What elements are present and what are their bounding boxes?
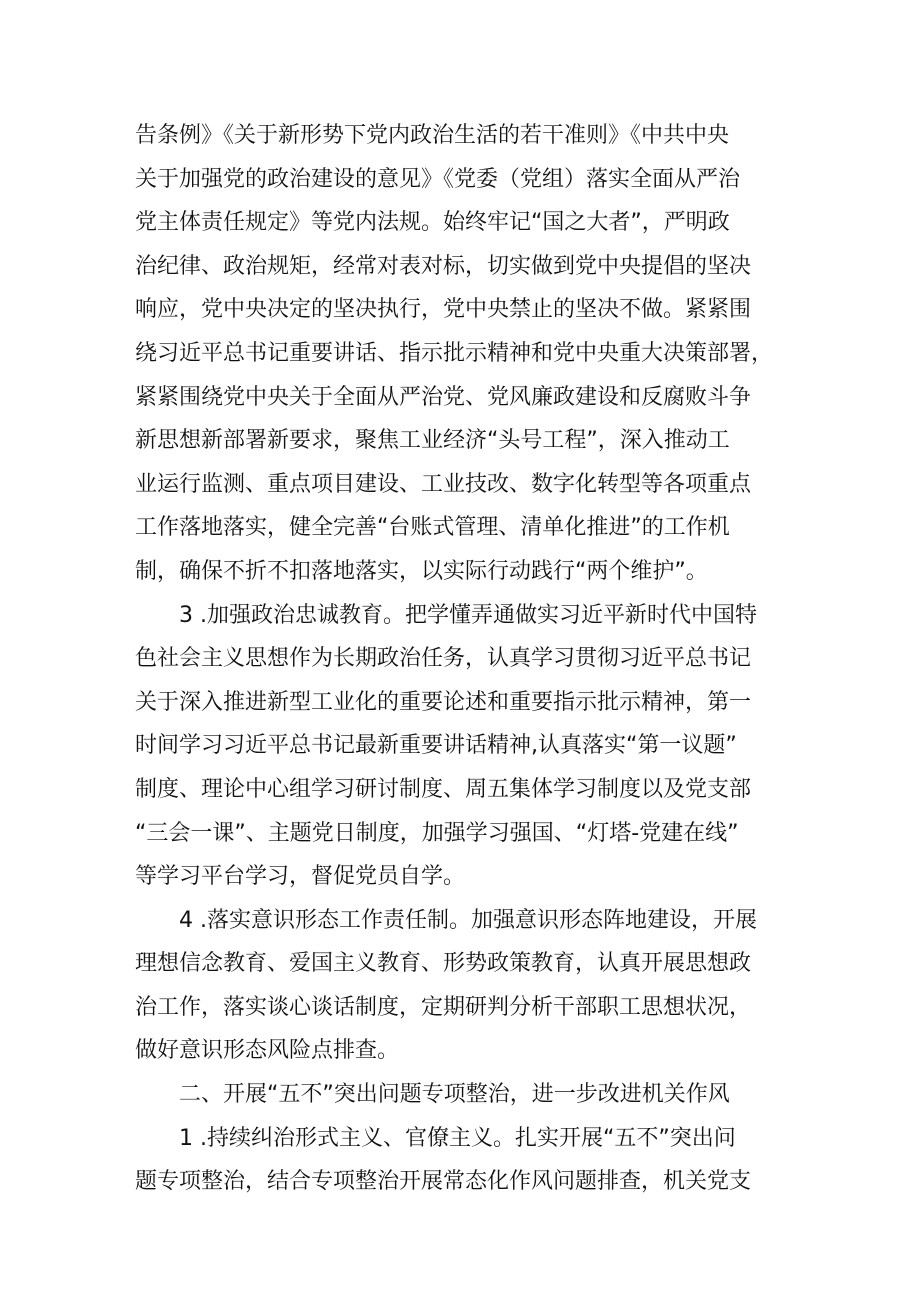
- text-line: 工作落地落实，健全完善“台账式管理、清单化推进”的工作机: [135, 515, 730, 541]
- text-line: 绕习近平总书记重要讲话、指示批示精神和党中央重大决策部署，: [135, 340, 774, 366]
- text-line: 1 .持续纠治形式主义、官僚主义。扎实开展“五不”突出问: [179, 1125, 736, 1151]
- text-line: 做好意识形态风险点排查。: [135, 1038, 400, 1064]
- text-line: 响应，党中央决定的坚决执行，党中央禁止的坚决不做。紧紧围: [135, 297, 752, 323]
- text-line: 时间学习习近平总书记最新重要讲话精神,认真落实“第一议题”: [135, 733, 737, 759]
- text-line: 业运行监测、重点项目建设、工业技改、数字化转型等各项重点: [135, 471, 752, 497]
- text-line: 题专项整治，结合专项整治开展常态化作风问题排查，机关党支: [135, 1169, 752, 1195]
- text-line: 党主体责任规定》等党内法规。始终牢记“国之大者”，严明政: [135, 210, 730, 236]
- text-line: 治工作，落实谈心谈话制度，定期研判分析干部职工思想状况，: [135, 994, 752, 1020]
- text-line: 4 .落实意识形态工作责任制。加强意识形态阵地建设，开展: [179, 907, 757, 933]
- paragraph-p-2-1: [135, 1117, 795, 1204]
- paragraph-p-cont: [135, 114, 795, 594]
- text-line: 治纪律、政治规矩，经常对表对标，切实做到党中央提倡的坚决: [135, 253, 752, 279]
- text-line: 新思想新部署新要求，聚焦工业经济“头号工程”，深入推动工: [135, 428, 730, 454]
- text-line: “三会一课”、主题党日制度，加强学习强国、“灯塔-党建在线”: [135, 820, 739, 846]
- text-line: 色社会主义思想作为长期政治任务，认真学习贯彻习近平总书记: [135, 646, 752, 672]
- paragraph-p-3: [135, 594, 795, 899]
- paragraph-p-heading-2: [135, 1073, 795, 1117]
- document-body: [135, 114, 795, 1204]
- text-line: 制，确保不折不扣落地落实，以实际行动践行“两个维护”。: [135, 558, 708, 584]
- text-line: 3 .加强政治忠诚教育。把学懂弄通做实习近平新时代中国特: [179, 602, 757, 628]
- text-line: 制度、理论中心组学习研讨制度、周五集体学习制度以及党支部: [135, 776, 752, 802]
- text-line: 关于加强党的政治建设的意见》《党委（党组）落实全面从严治: [135, 166, 741, 192]
- text-line: 等学习平台学习，督促党员自学。: [135, 864, 466, 890]
- text-line: 关于深入推进新型工业化的重要论述和重要指示批示精神，第一: [135, 689, 752, 715]
- text-line: 告条例》《关于新形势下党内政治生活的若干准则》《中共中央: [135, 123, 730, 148]
- text-line: 理想信念教育、爱国主义教育、形势政策教育，认真开展思想政: [135, 951, 752, 977]
- text-line: 二、开展“五不”突出问题专项整治，进一步改进机关作风: [179, 1082, 730, 1108]
- paragraph-p-4: [135, 899, 795, 1073]
- text-line: 紧紧围绕党中央关于全面从严治党、党风廉政建设和反腐败斗争: [135, 384, 752, 410]
